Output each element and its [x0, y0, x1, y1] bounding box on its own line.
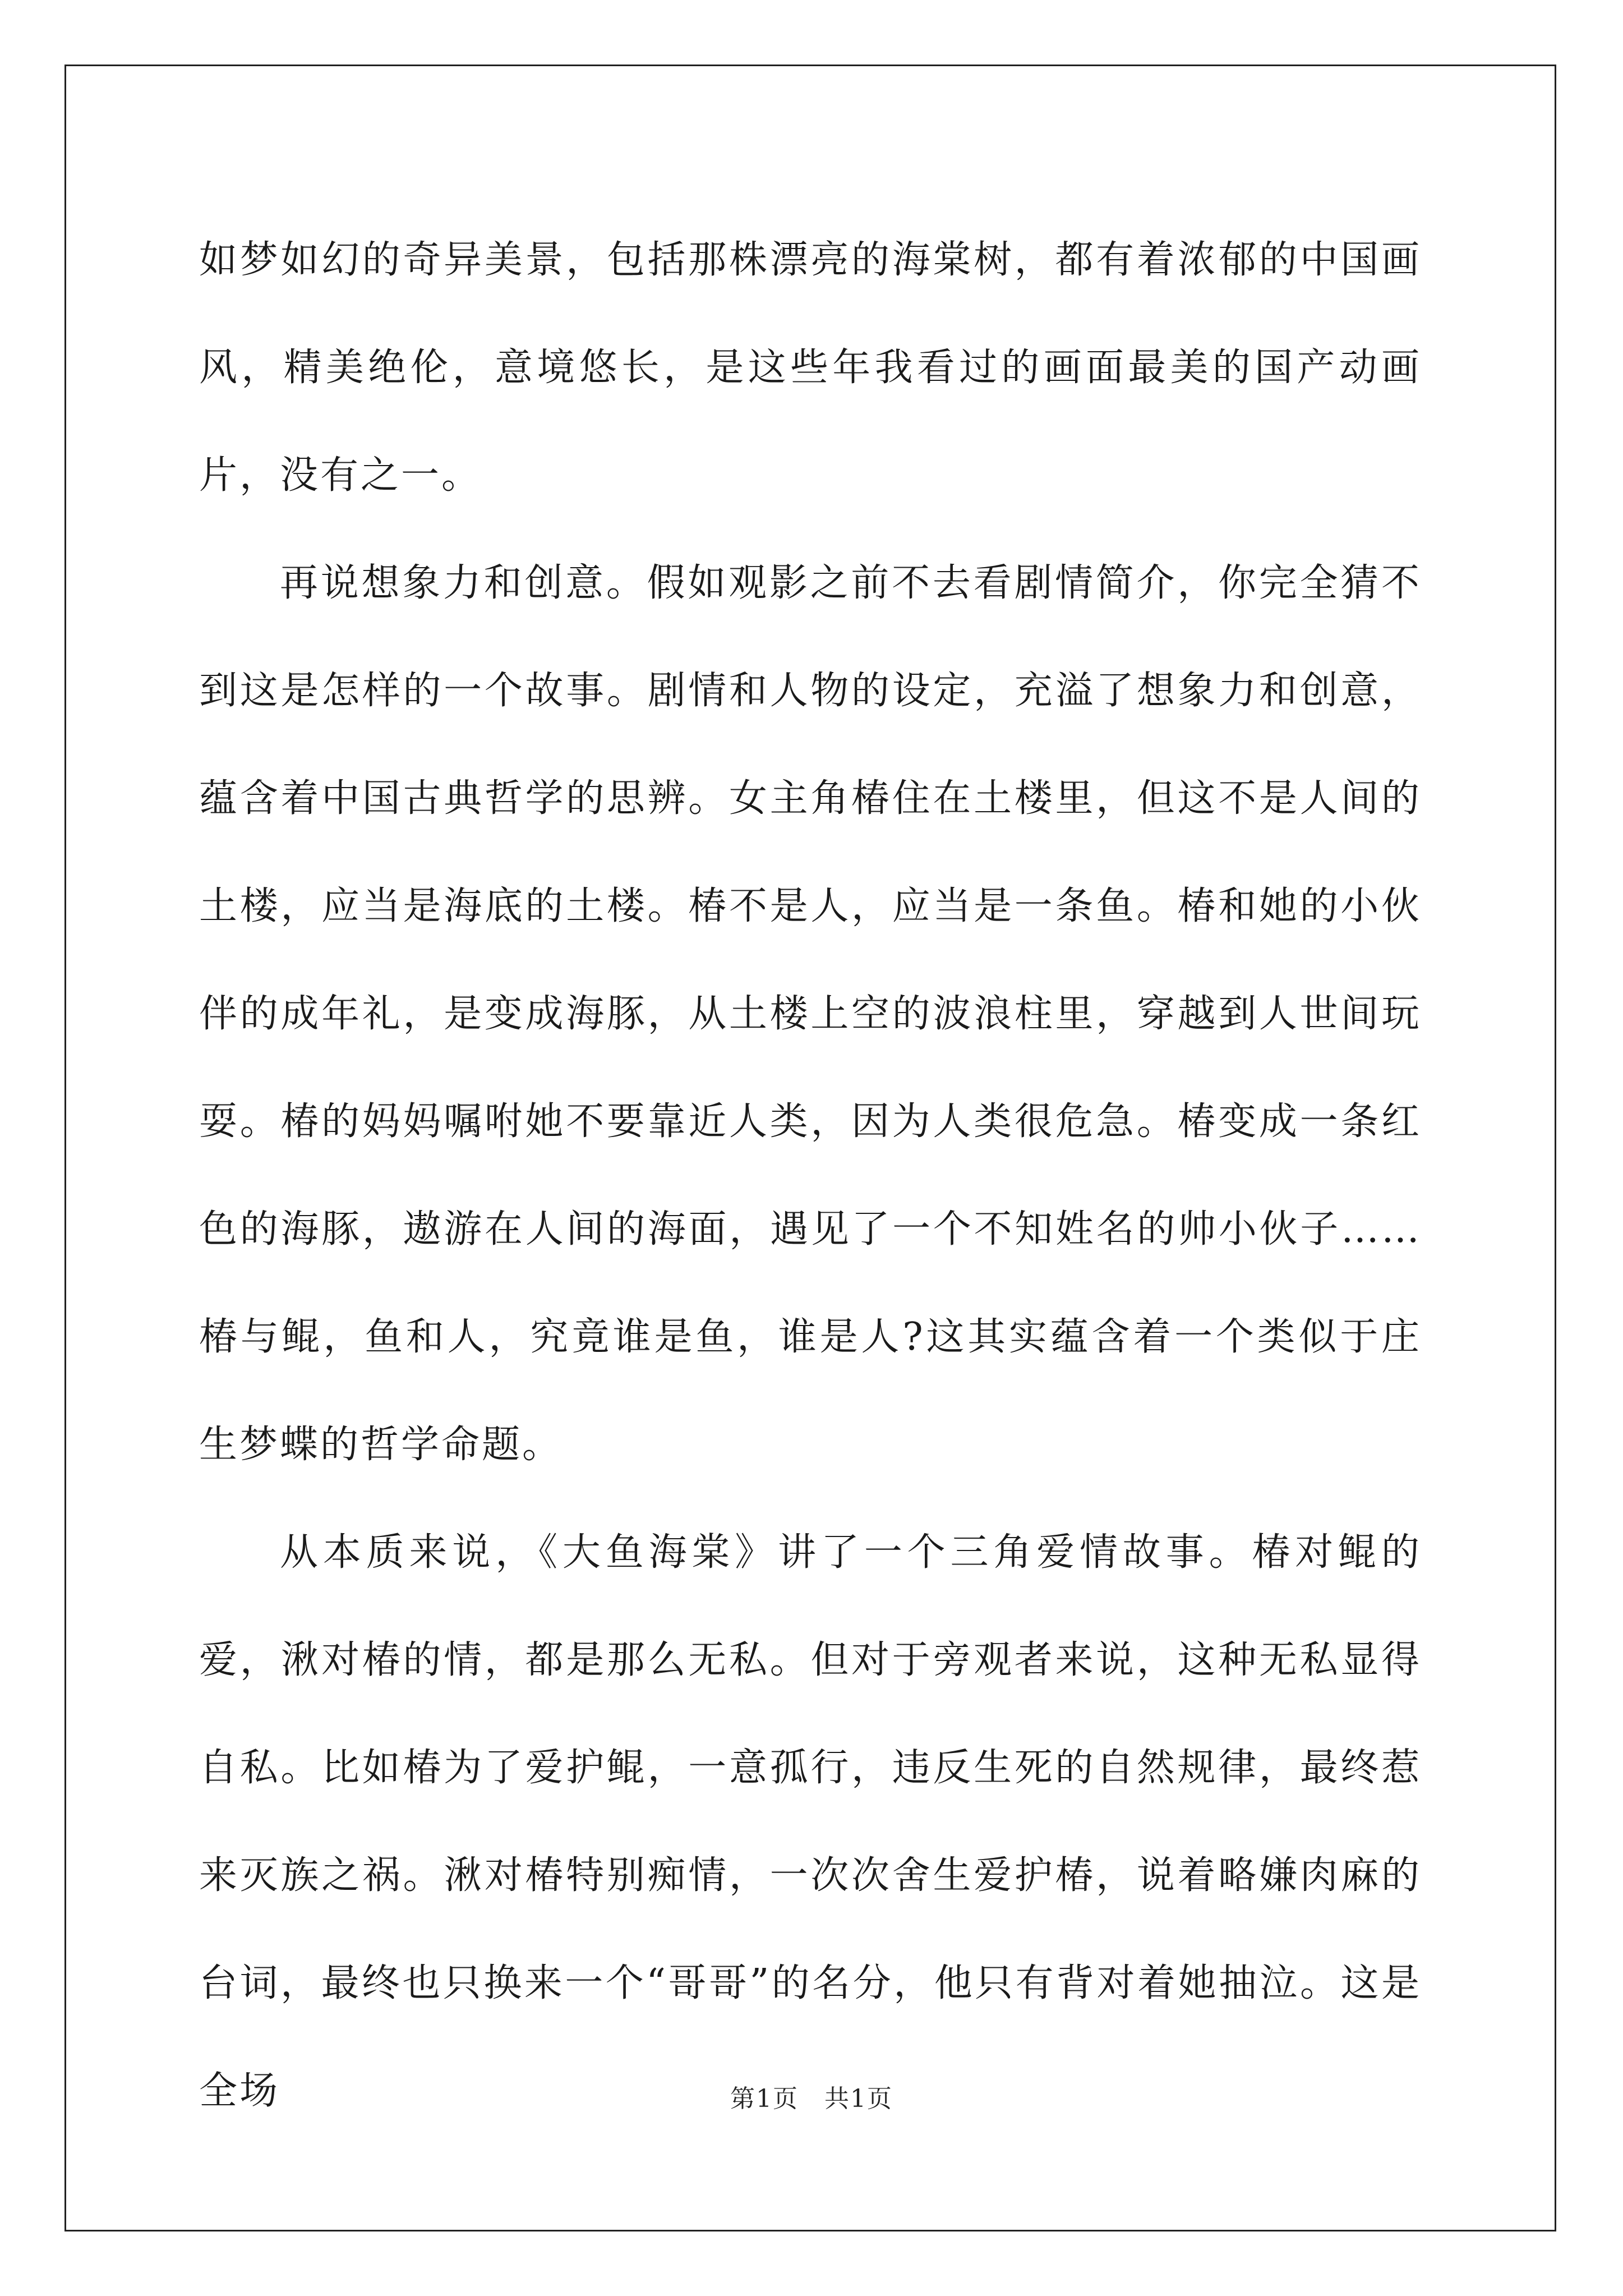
document-body: [199, 206, 1422, 2145]
paragraph-1: 如梦如幻的奇异美景，包括那株漂亮的海棠树，都有着浓郁的中国画风，精美绝伦，意境悠长，是这些年我看过的画面最美的国产动画片，没有之一。: [199, 238, 1422, 498]
paragraph-3: 从本质来说，《大鱼海棠》讲了一个三角爱情故事。椿对鲲的爱，湫对椿的情，都是那么无私。但对于旁观者来说，这种无私显得自私。比如椿为了爱护鲲，一意孤行，违反生死的自然规律，最终惹来灭族之祸。湫对椿特别痴情，一次次舍生爱护椿，说着略嫌肉麻的台词，最终也只换来一个“哥哥”的名分，他只有背对着她抽泣。这是全场: [199, 1530, 1422, 2113]
page-number-footer: 第1页 共1页: [730, 2085, 893, 2113]
paragraph-2: 再说想象力和创意。假如观影之前不去看剧情简介，你完全猜不到这是怎样的一个故事。剧情和人物的设定，充溢了想象力和创意，蕴含着中国古典哲学的思辨。女主角椿住在土楼里，但这不是人间的土楼，应当是海底的土楼。椿不是人，应当是一条鱼。椿和她的小伙伴的成年礼，是变成海豚，从土楼上空的波浪柱里，穿越到人世间玩耍。椿的妈妈嘱咐她不要靠近人类，因为人类很危急。椿变成一条红色的海豚，遨游在人间的海面，遇见了一个不知姓名的帅小伙子……椿与鲲，鱼和人，究竟谁是鱼，谁是人?这其实蕴含着一个类似于庄生梦蝶的哲学命题。: [199, 561, 1422, 1467]
